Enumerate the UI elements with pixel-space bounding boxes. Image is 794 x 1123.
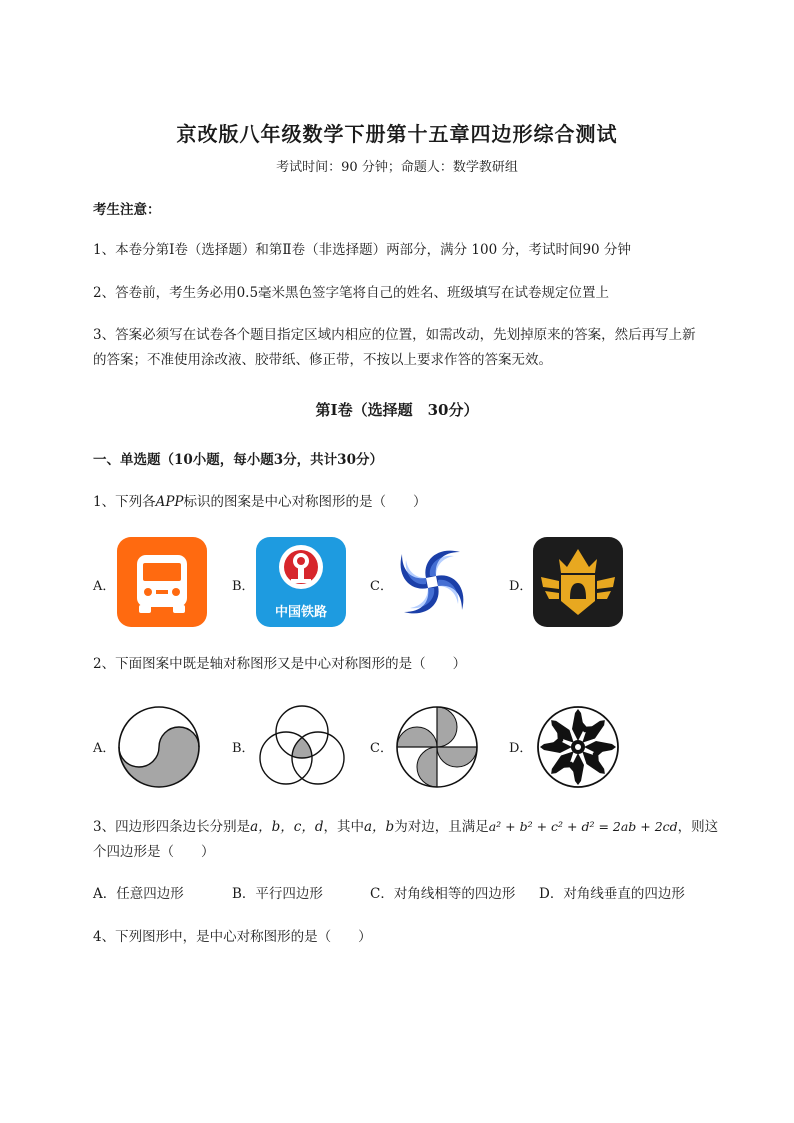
spiral-logo [390, 540, 474, 624]
q1-option-a-label: A． [93, 579, 116, 594]
q2-option-d-label: D． [509, 741, 533, 756]
q1-option-c-label: C． [370, 579, 393, 594]
railway-app-icon [256, 537, 346, 627]
q3-text-a: 3、四边形四条边长分别是 [93, 819, 251, 835]
q3-option-b: B．平行四边形 [232, 886, 323, 902]
notice-heading: 考生注意： [93, 202, 161, 218]
q3-vars: a，b，c，d [250, 819, 324, 835]
question-1 [93, 490, 427, 514]
notice-item-3-cont: 的答案；不准使用涂改液、胶带纸、修正带，不按以上要求作答的答案无效。 [93, 352, 552, 368]
q1-option-b-label: B． [232, 579, 255, 594]
question-1-app: APP [155, 494, 184, 510]
q3-vars2: a，b [364, 819, 395, 835]
document-subtitle: 考试时间：90 分钟；命题人：数学教研组 [276, 160, 518, 175]
question-1-text-a: 1、下列各 [93, 494, 156, 510]
q2-figure-a-yinyang [116, 704, 202, 790]
q3-text-e: 个四边形是（ ） [93, 844, 215, 860]
q3-option-c: C．对角线相等的四边形 [370, 886, 516, 902]
q3-text-c: 为对边，且满足 [394, 819, 489, 835]
q2-figure-d-snowflake [535, 704, 621, 790]
section-title: 第Ⅰ卷（选择题 30分） [315, 401, 479, 419]
q2-figure-b-three-circles [254, 700, 350, 792]
question-3 [93, 815, 718, 839]
q2-figure-c-pinwheel [394, 704, 480, 790]
q2-option-b-label: B． [232, 741, 255, 756]
document-title: 京改版八年级数学下册第十五章四边形综合测试 [176, 122, 618, 146]
q2-option-c-label: C． [370, 741, 393, 756]
spiral-icon [390, 540, 474, 624]
question-1-text-b: 标识的图案是中心对称图形的是（ ） [183, 494, 427, 510]
railway-logo-icon [256, 537, 346, 599]
q3-text-b: ，其中 [323, 819, 364, 835]
crown-badge-app-icon [533, 537, 623, 627]
notice-item-1: 1、本卷分第Ⅰ卷（选择题）和第Ⅱ卷（非选择题）两部分，满分 100 分，考试时间90 分钟 [93, 242, 631, 258]
q3-text-d: ，则这 [677, 819, 719, 835]
van-app-icon [117, 537, 207, 627]
notice-item-3: 3、答案必须写在试卷各个题目指定区域内相应的位置，如需改动，先划掉原来的答案，然后再写上新 [93, 327, 696, 343]
q3-option-d: D．对角线垂直的四边形 [539, 886, 685, 902]
q3-option-a: A．任意四边形 [93, 886, 184, 902]
question-2: 2、下面图案中既是轴对称图形又是中心对称图形的是（ ） [93, 656, 467, 672]
notice-item-2: 2、答卷前，考生务必用0.5毫米黑色签字笔将自己的姓名、班级填写在试卷规定位置上 [93, 285, 610, 301]
q3-equation: a² + b² + c² + d² = 2ab + 2cd [488, 819, 678, 834]
question-4: 4、下列图形中，是中心对称图形的是（ ） [93, 929, 372, 945]
van-icon [117, 537, 207, 627]
q2-option-a-label: A． [93, 741, 116, 756]
part-heading: 一、单选题（10小题，每小题3分，共计30分） [93, 452, 383, 468]
railway-label: 中国铁路 [274, 605, 327, 620]
q1-option-d-label: D． [509, 579, 533, 594]
crown-badge-icon [533, 537, 623, 627]
